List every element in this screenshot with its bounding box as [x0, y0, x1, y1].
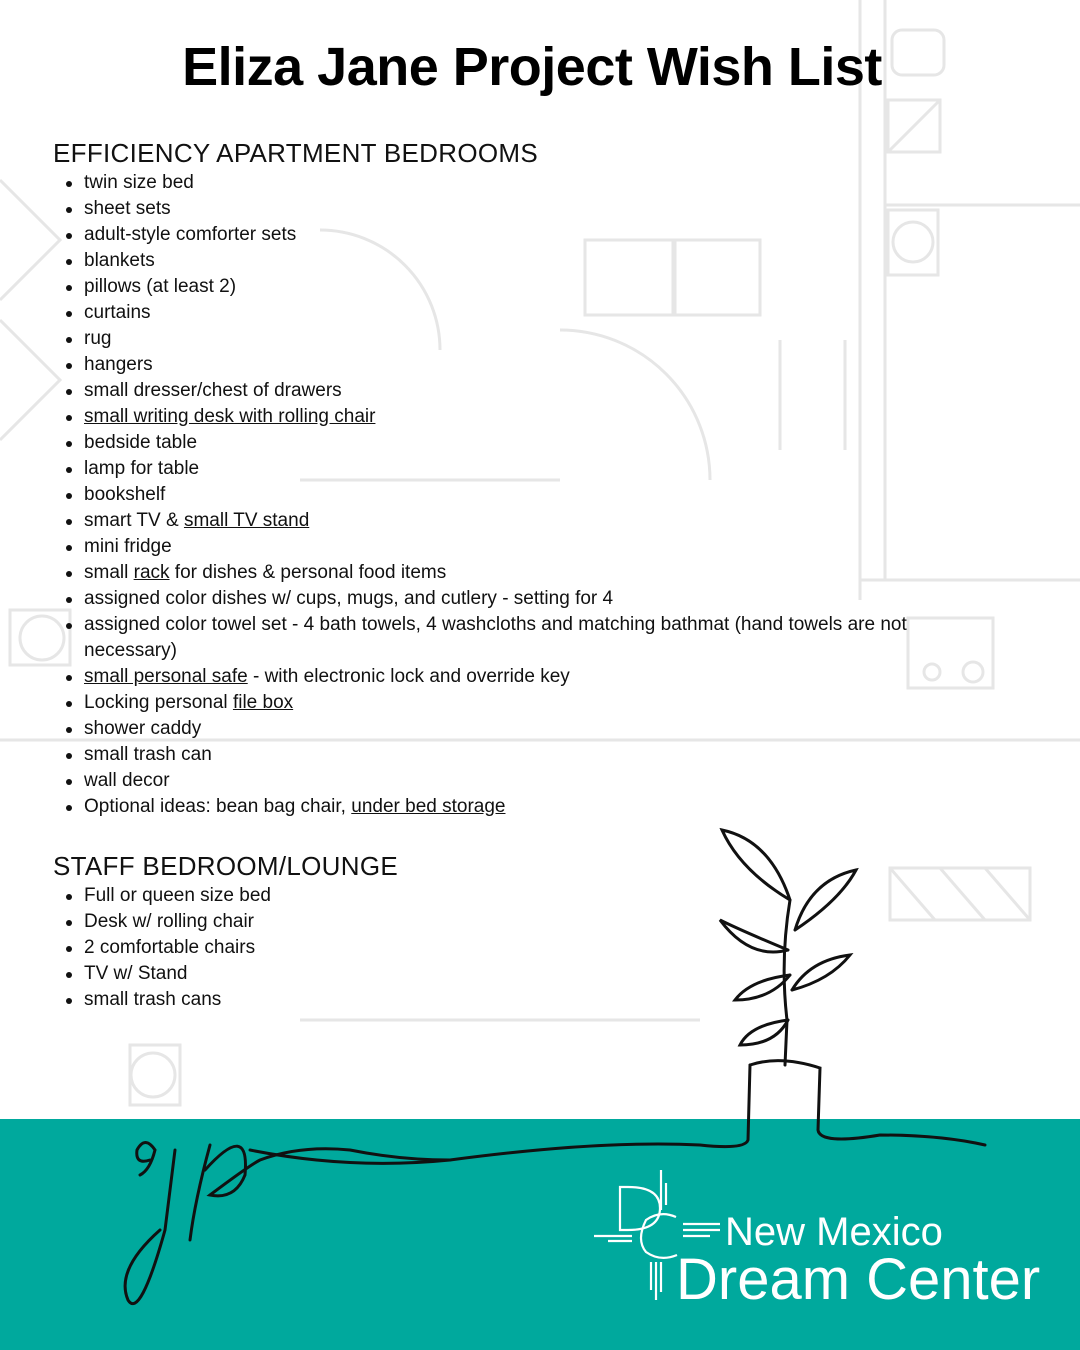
item-text: hangers	[84, 354, 153, 375]
logo-line2: Dream Center	[676, 1247, 1041, 1312]
list-item	[84, 987, 984, 1013]
item-text: for dishes & personal food items	[169, 562, 447, 583]
item-text: 2 comfortable chairs	[84, 937, 256, 958]
list-item	[84, 222, 984, 248]
list-item	[84, 664, 984, 690]
item-link[interactable]: under bed storage	[351, 796, 506, 817]
list-item	[84, 560, 984, 586]
item-text: assigned color dishes w/ cups, mugs, and cutlery - setting for 4	[84, 588, 614, 609]
logo-line1: New Mexico	[725, 1210, 943, 1254]
list-item	[84, 274, 984, 300]
list-item	[84, 794, 984, 820]
list-item	[84, 196, 984, 222]
list-item	[84, 935, 984, 961]
item-text: Full or queen size bed	[84, 885, 271, 906]
item-text: twin size bed	[84, 172, 194, 193]
page-title: Eliza Jane Project Wish List	[182, 37, 882, 97]
item-text: wall decor	[84, 770, 170, 791]
list-item	[84, 961, 984, 987]
list-item	[84, 430, 984, 456]
item-text: shower caddy	[84, 718, 202, 739]
item-text: mini fridge	[84, 536, 172, 557]
item-text: small trash can	[84, 744, 212, 765]
item-text: adult-style comforter sets	[84, 224, 297, 245]
list-item	[84, 326, 984, 352]
item-text: lamp for table	[84, 458, 200, 479]
list-item	[84, 690, 984, 716]
item-text: smart TV &	[84, 510, 184, 531]
list-item	[84, 456, 984, 482]
item-text: blankets	[84, 250, 155, 271]
efficiency-items-list	[84, 170, 984, 820]
list-item	[84, 883, 984, 909]
item-text: small	[84, 562, 134, 583]
list-item	[84, 742, 984, 768]
list-item	[84, 612, 984, 664]
item-text: Locking personal	[84, 692, 233, 713]
list-item	[84, 586, 984, 612]
staff-items-list	[84, 883, 984, 1013]
item-text: sheet sets	[84, 198, 171, 219]
item-text: Optional ideas: bean bag chair,	[84, 796, 352, 817]
item-link[interactable]: rack	[133, 562, 170, 583]
list-item	[84, 508, 984, 534]
list-item	[84, 300, 984, 326]
item-text: Desk w/ rolling chair	[84, 911, 254, 932]
list-item	[84, 482, 984, 508]
item-text: bedside table	[84, 432, 198, 453]
item-link[interactable]: file box	[232, 692, 294, 713]
list-item	[84, 404, 984, 430]
item-link[interactable]: small writing desk with rolling chair	[84, 406, 376, 427]
item-text: pillows (at least 2)	[84, 276, 237, 297]
section-heading-efficiency: EFFICIENCY APARTMENT BEDROOMS	[53, 138, 538, 168]
list-item	[84, 534, 984, 560]
item-text: TV w/ Stand	[84, 963, 188, 984]
item-text: - with electronic lock and override key	[247, 666, 570, 687]
list-item	[84, 248, 984, 274]
item-link[interactable]: small TV stand	[183, 510, 310, 531]
item-text: small dresser/chest of drawers	[84, 380, 342, 401]
item-text: curtains	[84, 302, 151, 323]
list-item	[84, 768, 984, 794]
list-item	[84, 378, 984, 404]
list-item	[84, 716, 984, 742]
item-text: assigned color towel set - 4 bath towels, 4 washcloths and matching bathmat (hand towels are not necessary)	[84, 614, 907, 661]
item-link[interactable]: small personal safe	[84, 666, 248, 687]
list-item	[84, 170, 984, 196]
list-item	[84, 352, 984, 378]
item-text: rug	[84, 328, 112, 349]
section-heading-staff: STAFF BEDROOM/LOUNGE	[53, 851, 398, 881]
item-text: bookshelf	[84, 484, 166, 505]
item-text: small trash cans	[84, 989, 222, 1010]
list-item	[84, 909, 984, 935]
